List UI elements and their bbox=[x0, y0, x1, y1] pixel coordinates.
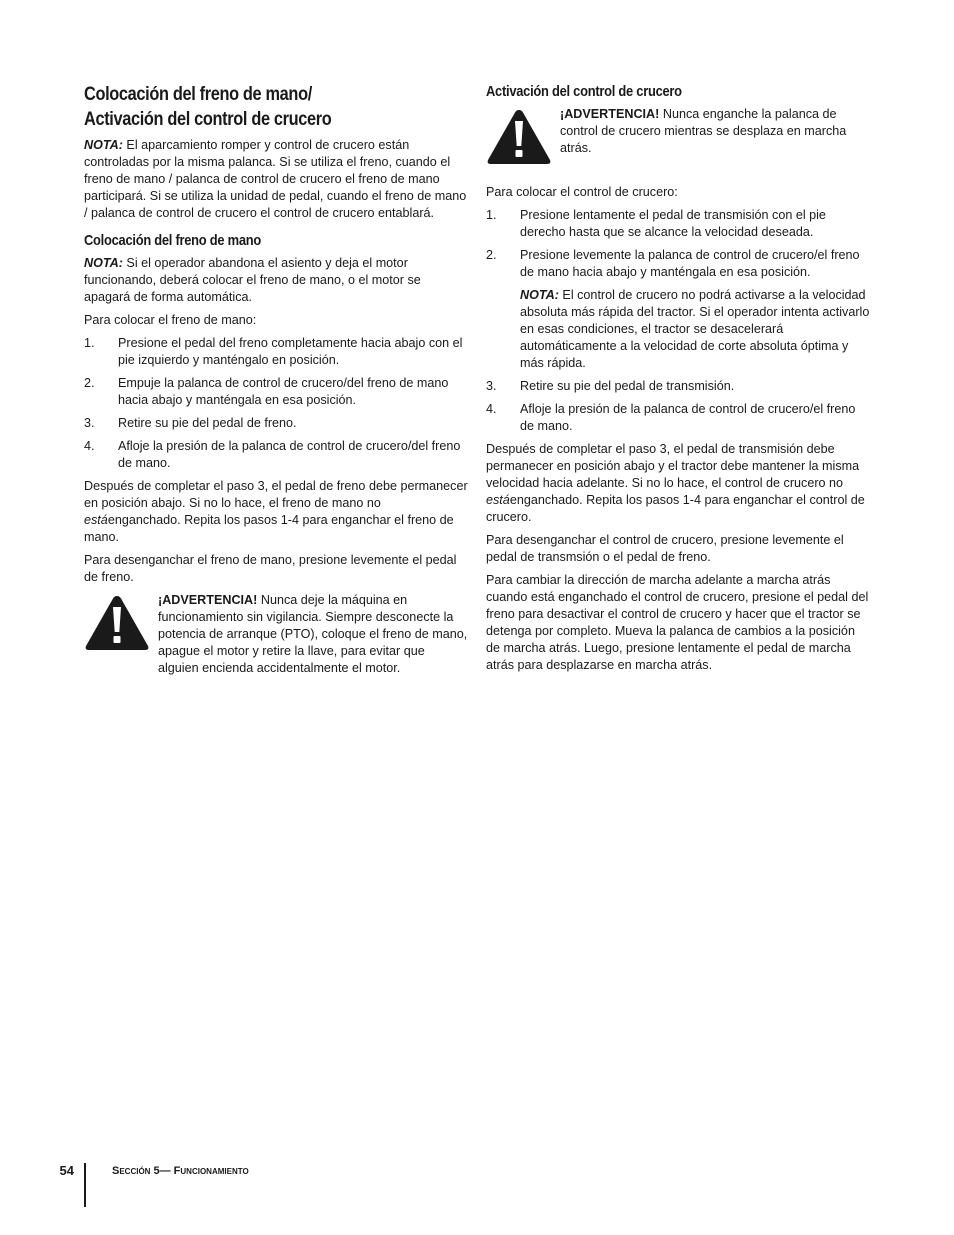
step-text: Presione lentamente el pedal de transmisión con el pie derecho hasta que se alcance la velocidad deseada. bbox=[520, 208, 826, 239]
step-note bbox=[520, 287, 870, 372]
step-text: Empuje la palanca de control de crucero/del freno de mano hacia abajo y manténgala en esa posición. bbox=[118, 376, 449, 407]
list-item bbox=[84, 438, 468, 472]
warning-block bbox=[84, 592, 468, 677]
operator-note bbox=[84, 255, 468, 306]
list-item bbox=[84, 375, 468, 409]
step-text: Retire su pie del pedal de freno. bbox=[118, 416, 297, 430]
after-text-a: Después de completar el paso 3, el pedal de freno debe permanecer en posición abajo. Si no lo hace, el freno de mano no bbox=[84, 479, 468, 510]
warning-triangle-icon bbox=[486, 108, 552, 166]
note-label: NOTA: bbox=[520, 288, 559, 302]
step-number: 1. bbox=[486, 208, 497, 222]
subheading-parking-brake: Colocación del freno de mano bbox=[84, 232, 261, 249]
step-number: 4. bbox=[84, 439, 95, 453]
step-text: Presione el pedal del freno completamente hacia abajo con el pie izquierdo y manténgalo en posición. bbox=[118, 336, 463, 367]
after-text-em: está bbox=[84, 513, 108, 527]
warning-triangle-icon bbox=[84, 594, 150, 652]
list-item bbox=[84, 335, 468, 369]
step-text: Retire su pie del pedal de transmisión. bbox=[520, 379, 735, 393]
page-title-line-1: Colocación del freno de mano/ bbox=[84, 84, 312, 105]
step-number: 2. bbox=[486, 248, 497, 262]
step-number: 2. bbox=[84, 376, 95, 390]
after-steps-paragraph bbox=[486, 441, 870, 526]
step-number: 3. bbox=[486, 379, 497, 393]
intro-note bbox=[84, 137, 468, 222]
note-label: NOTA: bbox=[84, 256, 123, 270]
step-text: Presione levemente la palanca de control de crucero/el freno de mano hacia abajo y manténgala en esa posición. bbox=[520, 248, 860, 279]
disengage-paragraph: Para desenganchar el control de crucero, presione levemente el pedal de transmsión o el pedal de freno. bbox=[486, 533, 844, 564]
list-item bbox=[486, 207, 870, 241]
warning-label: ¡ADVERTENCIA! bbox=[158, 593, 258, 607]
warning-body: Nunca deje la máquina en funcionamiento sin vigilancia. Siempre desconecte la potencia de arranque (PTO), coloque el freno de mano, apague el motor y retire la llave, para evitar que alguien encienda accidentalmente el motor. bbox=[158, 593, 468, 675]
parking-brake-steps bbox=[84, 335, 468, 472]
reverse-paragraph: Para cambiar la dirección de marcha adelante a marcha atrás cuando está enganchado el control de crucero, presione el pedal del freno para desactivar el control de crucero y hacer que el tractor se detenga por completo. Mueva la palanca de cambios a la posición de marcha atrás. Luego, presione lentamente el pedal de marcha atrás para desplazarse en marcha atrás. bbox=[486, 573, 869, 672]
note-text: El aparcamiento romper y control de crucero están controladas por la misma palanca. Si se utiliza el freno, cuando el freno de mano / palanca de control de crucero el freno de mano participará. Si se utiliza la unidad de pedal, cuando el freno de mano / palanca de control de crucero el control de crucero entablará. bbox=[84, 138, 467, 220]
page-title bbox=[84, 82, 471, 132]
list-item bbox=[486, 378, 870, 395]
steps-intro: Para colocar el control de crucero: bbox=[486, 185, 678, 199]
step-number: 3. bbox=[84, 416, 95, 430]
note-text: Si el operador abandona el asiento y deja el motor funcionando, deberá colocar el freno de mano, o el motor se apagará de forma automática. bbox=[84, 256, 421, 304]
after-text-em: está bbox=[486, 493, 510, 507]
step-text: Afloje la presión de la palanca de control de crucero/del freno de mano. bbox=[118, 439, 461, 470]
page-title-line-2: Activación del control de crucero bbox=[84, 109, 332, 130]
warning-text bbox=[158, 592, 468, 677]
step-number: 1. bbox=[84, 336, 95, 350]
right-column bbox=[486, 82, 870, 680]
page-number: 54 bbox=[59, 1163, 74, 1178]
warning-block bbox=[486, 106, 870, 168]
cruise-control-steps bbox=[486, 207, 870, 435]
after-steps-paragraph bbox=[84, 478, 468, 546]
left-column bbox=[84, 82, 468, 683]
list-item bbox=[486, 247, 870, 372]
section-label: Sección 5— Funcionamiento bbox=[112, 1165, 249, 1177]
disengage-paragraph: Para desenganchar el freno de mano, presione levemente el pedal de freno. bbox=[84, 553, 457, 584]
subheading-cruise-control: Activación del control de crucero bbox=[486, 83, 682, 100]
footer-divider bbox=[84, 1163, 86, 1207]
note-text: El control de crucero no podrá activarse a la velocidad absoluta más rápida del tractor. Si el operador intenta activarlo en esas condiciones, el tractor se desacelerará automáticamente a la velocidad de corte absoluta óptima y más rápida. bbox=[520, 288, 870, 370]
list-item bbox=[84, 415, 468, 432]
warning-label: ¡ADVERTENCIA! bbox=[560, 107, 660, 121]
list-item bbox=[486, 401, 870, 435]
step-text: Afloje la presión de la palanca de control de crucero/el freno de mano. bbox=[520, 402, 856, 433]
warning-body: Nunca enganche la palanca de control de crucero mientras se desplaza en marcha atrás. bbox=[560, 107, 847, 155]
after-text-a: Después de completar el paso 3, el pedal de transmisión debe permanecer en posición abajo y el tractor debe mantener la misma velocidad hacia adelante. Si no lo hace, el control de crucero no bbox=[486, 442, 860, 490]
after-text-b: enganchado. Repita los pasos 1-4 para enganchar el control de crucero. bbox=[486, 493, 865, 524]
step-number: 4. bbox=[486, 402, 497, 416]
steps-intro: Para colocar el freno de mano: bbox=[84, 313, 257, 327]
after-text-b: enganchado. Repita los pasos 1-4 para enganchar el freno de mano. bbox=[84, 513, 454, 544]
note-label: NOTA: bbox=[84, 138, 123, 152]
warning-text bbox=[560, 106, 870, 157]
